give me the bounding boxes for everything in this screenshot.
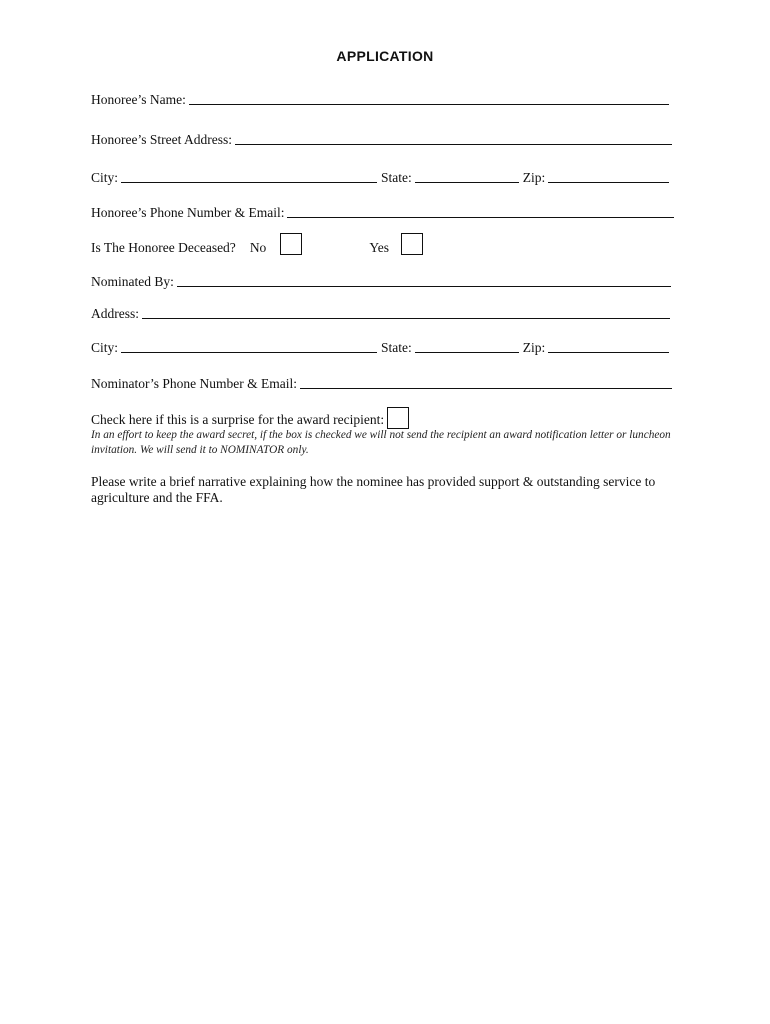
honoree-name-label: Honoree’s Name:: [91, 92, 186, 107]
nominator-address-field[interactable]: [142, 305, 670, 319]
deceased-no-label: No: [249, 240, 267, 255]
nominator-city-row: [91, 338, 669, 356]
surprise-checkbox[interactable]: [387, 407, 409, 429]
nominator-state-field[interactable]: [415, 339, 519, 353]
deceased-row: [91, 232, 676, 256]
honoree-city-field[interactable]: [121, 169, 377, 183]
nominator-zip-label: Zip:: [522, 340, 546, 355]
deceased-yes-checkbox[interactable]: [401, 233, 423, 255]
honoree-street-row: [91, 130, 672, 148]
honoree-name-field[interactable]: [189, 91, 669, 105]
honoree-contact-label: Honoree’s Phone Number & Email:: [91, 205, 285, 220]
honoree-zip-field[interactable]: [548, 169, 669, 183]
honoree-state-field[interactable]: [415, 169, 519, 183]
nominated-by-label: Nominated By:: [91, 274, 174, 289]
honoree-state-label: State:: [381, 170, 412, 185]
honoree-contact-row: [91, 203, 674, 221]
nominator-address-row: [91, 304, 670, 322]
surprise-row: [91, 405, 676, 429]
nominator-contact-row: [91, 374, 672, 392]
narrative-prompt: Please write a brief narrative explaining how the nominee has provided support & outstanding service to agriculture and the FFA.: [91, 474, 656, 505]
nominated-by-row: [91, 272, 671, 290]
surprise-label: Check here if this is a surprise for the award recipient:: [91, 412, 385, 427]
honoree-city-row: [91, 168, 669, 186]
deceased-question: Is The Honoree Deceased?: [91, 240, 236, 255]
honoree-contact-field[interactable]: [287, 204, 674, 218]
honoree-street-field[interactable]: [235, 131, 672, 145]
page-title: APPLICATION: [336, 48, 434, 64]
surprise-note: In an effort to keep the award secret, if the box is checked we will not send the recipient an award notification letter or luncheon invitation. We will send it to NOMINATOR only.: [91, 429, 671, 456]
nominator-contact-field[interactable]: [300, 375, 672, 389]
nominator-city-label: City:: [91, 340, 119, 355]
nominator-zip-field[interactable]: [548, 339, 669, 353]
honoree-city-label: City:: [91, 170, 119, 185]
nominated-by-field[interactable]: [177, 273, 671, 287]
nominator-city-field[interactable]: [121, 339, 377, 353]
deceased-yes-label: Yes: [369, 240, 389, 255]
deceased-no-checkbox[interactable]: [280, 233, 302, 255]
honoree-street-label: Honoree’s Street Address:: [91, 132, 232, 147]
nominator-address-label: Address:: [91, 306, 139, 321]
honoree-name-row: [91, 90, 669, 108]
nominator-contact-label: Nominator’s Phone Number & Email:: [91, 376, 297, 391]
nominator-state-label: State:: [381, 340, 412, 355]
honoree-zip-label: Zip:: [522, 170, 546, 185]
